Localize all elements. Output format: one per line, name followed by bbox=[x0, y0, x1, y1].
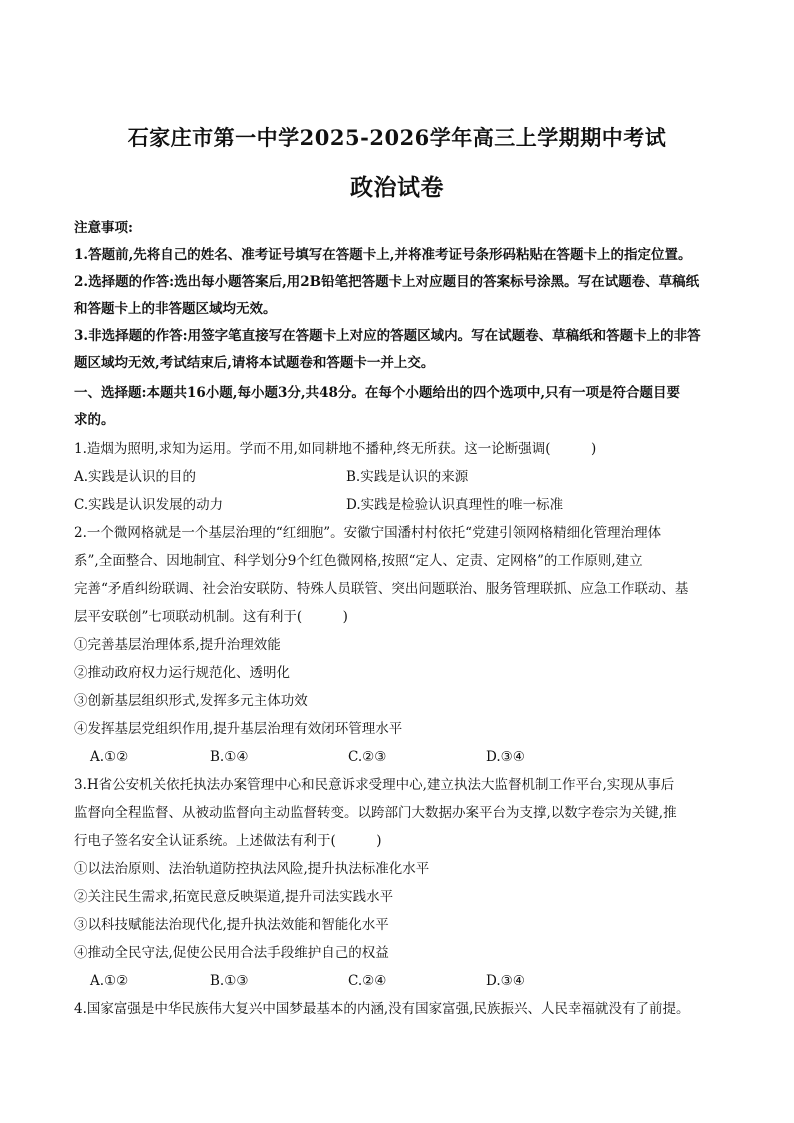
q3-statement: ②关注民生需求,拓宽民意反映渠道,提升司法实践水平 bbox=[74, 889, 394, 905]
note-item: 1.答题前,先将自己的姓名、准考证号填写在答题卡上,并将准考证号条形码粘贴在答题卡上的指定位置。 bbox=[74, 247, 692, 263]
question-3-line: 监督向全程监督、从被动监督向主动监督转变。以跨部门大数据办案平台为支撑,以数字卷宗为关键,推 bbox=[74, 805, 677, 821]
q2-option-d: D.③④ bbox=[486, 749, 525, 765]
exam-subtitle: 政治试卷 bbox=[350, 174, 444, 201]
question-3-line: 行电子签名安全认证系统。上述做法有利于( ) bbox=[74, 833, 382, 849]
note-item: 和答题卡上的非答题区域均无效。 bbox=[74, 301, 277, 317]
q2-statement: ②推动政府权力运行规范化、透明化 bbox=[74, 665, 290, 681]
section-heading-cont: 求的。 bbox=[74, 412, 115, 428]
note-item: 3.非选择题的作答:用签字笔直接写在答题卡上对应的答题区域内。写在试题卷、草稿纸和答题卡上的非答 bbox=[74, 328, 701, 344]
q3-statement: ④推动全民守法,促使公民用合法手段维护自己的权益 bbox=[74, 945, 389, 961]
question-3-line: 3.H省公安机关依托执法办案管理中心和民意诉求受理中心,建立执法大监督机制工作平台,实现从事后 bbox=[74, 777, 675, 793]
q3-option-b: B.①③ bbox=[210, 973, 249, 989]
note-item: 题区域均无效,考试结束后,请将本试题卷和答题卡一并上交。 bbox=[74, 355, 435, 371]
question-2-line: 系”,全面整合、因地制宜、科学划分9个红色微网格,按照“定人、定责、定网格”的工作原则,建立 bbox=[74, 553, 643, 569]
question-1-stem: 1.造烟为照明,求知为运用。学而不用,如同耕地不播种,终无所获。这一论断强调( ) bbox=[74, 441, 597, 457]
notes-heading: 注意事项: bbox=[74, 220, 133, 236]
q1-option-c: C.实践是认识发展的动力 bbox=[74, 497, 224, 513]
q3-statement: ③以科技赋能法治现代化,提升执法效能和智能化水平 bbox=[74, 917, 389, 933]
q1-option-a: A.实践是认识的目的 bbox=[74, 469, 197, 485]
section-heading: 一、选择题:本题共16小题,每小题3分,共48分。在每个小题给出的四个选项中,只有一项是符合题目要 bbox=[74, 385, 681, 401]
note-item: 2.选择题的作答:选出每小题答案后,用2B铅笔把答题卡上对应题目的答案标号涂黑。写在试题卷、草稿纸 bbox=[74, 274, 700, 290]
exam-title: 石家庄市第一中学2025-2026学年高三上学期期中考试 bbox=[127, 125, 667, 150]
q1-option-d: D.实践是检验认识真理性的唯一标准 bbox=[346, 497, 564, 513]
q2-option-a: A.①② bbox=[90, 749, 129, 765]
q2-statement: ③创新基层组织形式,发挥多元主体功效 bbox=[74, 693, 308, 709]
q1-option-b: B.实践是认识的来源 bbox=[346, 469, 469, 485]
question-2-line: 2.一个微网格就是一个基层治理的“红细胞”。安徽宁国潘村村依托“党建引领网格精细化管理治理体 bbox=[74, 525, 662, 541]
q2-statement: ④发挥基层党组织作用,提升基层治理有效闭环管理水平 bbox=[74, 721, 403, 737]
question-2-line: 完善“矛盾纠纷联调、社会治安联防、特殊人员联管、突出问题联治、服务管理联抓、应急工作联动、基 bbox=[74, 581, 689, 597]
q2-statement: ①完善基层治理体系,提升治理效能 bbox=[74, 637, 281, 653]
q3-option-c: C.②④ bbox=[348, 973, 387, 989]
q2-option-c: C.②③ bbox=[348, 749, 387, 765]
question-4-line: 4.国家富强是中华民族伟大复兴中国梦最基本的内涵,没有国家富强,民族振兴、人民幸福就没有了前提。 bbox=[74, 1001, 690, 1017]
q3-statement: ①以法治原则、法治轨道防控执法风险,提升执法标准化水平 bbox=[74, 861, 430, 877]
question-2-line: 层平安联创”七项联动机制。这有利于( ) bbox=[74, 609, 348, 625]
q3-option-d: D.③④ bbox=[486, 973, 525, 989]
q2-option-b: B.①④ bbox=[210, 749, 249, 765]
q3-option-a: A.①② bbox=[90, 973, 129, 989]
